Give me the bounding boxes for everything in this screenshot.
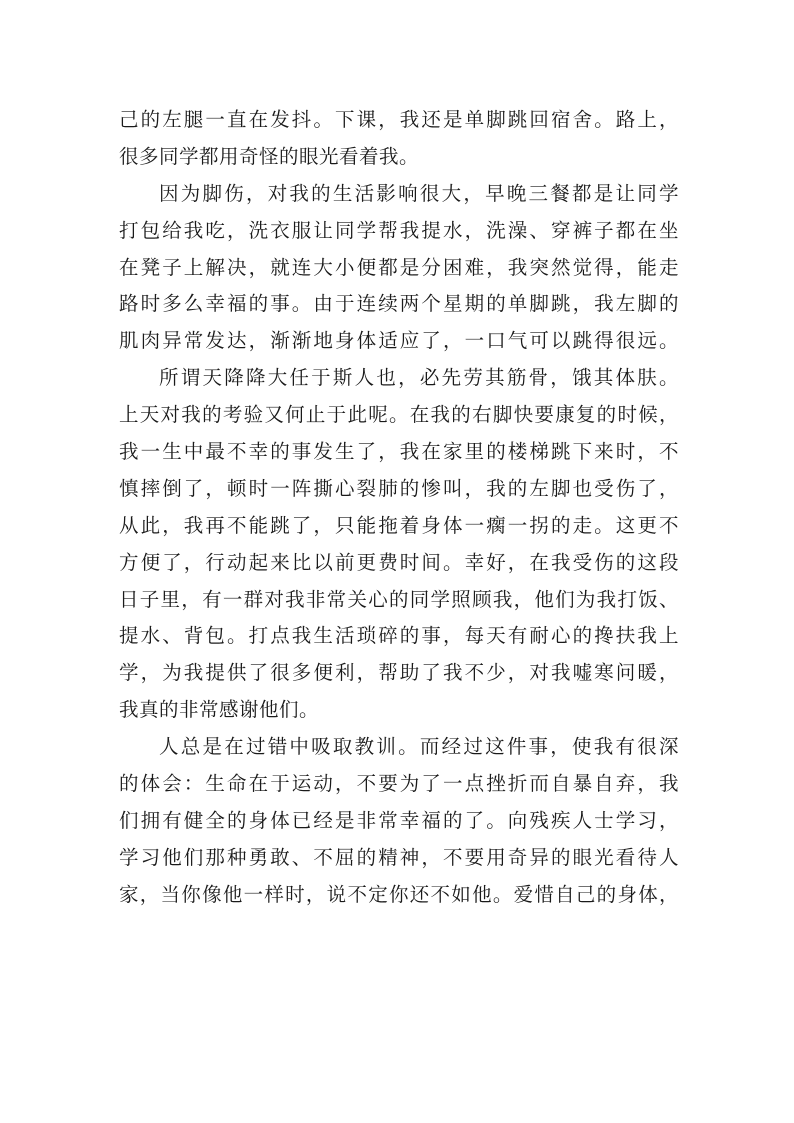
text-line: 提水、背包。打点我生活琐碎的事，每天有耐心的搀扶我上 bbox=[119, 624, 679, 648]
text-line: 打包给我吃，洗衣服让同学帮我提水，洗澡、穿裤子都在坐 bbox=[119, 218, 679, 242]
text-line: 上天对我的考验又何止于此呢。在我的右脚快要康复的时候， bbox=[119, 403, 679, 427]
text-line: 在凳子上解决，就连大小便都是分困难，我突然觉得，能走 bbox=[119, 255, 679, 279]
text-line: 的体会：生命在于运动，不要为了一点挫折而自暴自弃，我 bbox=[119, 772, 679, 796]
text-line: 肌肉异常发达，渐渐地身体适应了，一口气可以跳得很远。 bbox=[119, 329, 679, 353]
text-line: 人总是在过错中吸取教训。而经过这件事，使我有很深 bbox=[159, 735, 679, 759]
text-line: 学，为我提供了很多便利，帮助了我不少，对我嘘寒问暖， bbox=[119, 661, 679, 685]
text-line: 路时多么幸福的事。由于连续两个星期的单脚跳，我左脚的 bbox=[119, 292, 679, 316]
text-line: 我真的非常感谢他们。 bbox=[119, 698, 320, 722]
document-body bbox=[119, 102, 679, 914]
text-line: 所谓天降降大任于斯人也，必先劳其筋骨，饿其体肤。 bbox=[159, 366, 679, 390]
text-line: 日子里，有一群对我非常关心的同学照顾我，他们为我打饭、 bbox=[119, 587, 679, 611]
text-line: 家，当你像他一样时，说不定你还不如他。爱惜自己的身体， bbox=[119, 882, 679, 906]
text-line: 们拥有健全的身体已经是非常幸福的了。向残疾人士学习， bbox=[119, 808, 679, 832]
text-line: 慎摔倒了，顿时一阵撕心裂肺的惨叫，我的左脚也受伤了， bbox=[119, 476, 679, 500]
text-line: 很多同学都用奇怪的眼光看着我。 bbox=[119, 144, 420, 168]
text-line: 从此，我再不能跳了，只能拖着身体一瘸一拐的走。这更不 bbox=[119, 513, 679, 537]
text-line: 学习他们那种勇敢、不屈的精神，不要用奇异的眼光看待人 bbox=[119, 845, 679, 869]
text-line: 方便了，行动起来比以前更费时间。幸好，在我受伤的这段 bbox=[119, 550, 679, 574]
text-line: 己的左腿一直在发抖。下课，我还是单脚跳回宿舍。路上， bbox=[119, 108, 679, 131]
text-line: 因为脚伤，对我的生活影响很大，早晚三餐都是让同学 bbox=[159, 181, 679, 205]
text-line: 我一生中最不幸的事发生了，我在家里的楼梯跳下来时，不 bbox=[119, 440, 679, 464]
